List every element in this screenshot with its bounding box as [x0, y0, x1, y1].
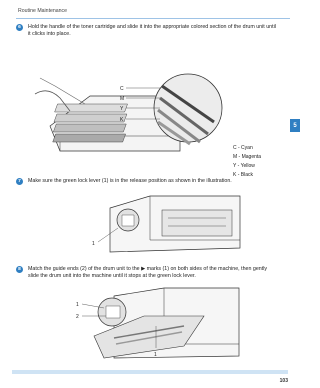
step-8 [18, 266, 278, 280]
callout-lock-lever: 1 [92, 241, 95, 247]
drum-insertion-illustration [74, 286, 244, 362]
step-7 [18, 178, 278, 185]
legend-yellow: Y - Yellow [233, 163, 255, 169]
step-text: Make sure the green lock lever (1) is in the release position as shown in the illustration. [28, 178, 232, 184]
callout-y: Y [120, 106, 124, 112]
callout-c: C [120, 86, 124, 92]
step-text: Hold the handle of the toner cartridge and slide it into the appropriate colored section of the drum unit until it clicks into place. [28, 24, 276, 37]
legend-magenta: M - Magenta [233, 154, 262, 160]
step-number-badge: 6 [16, 24, 23, 31]
legend-cyan: C - Cyan [233, 145, 253, 151]
step-number-badge: 8 [16, 266, 23, 273]
callout-m: M [120, 96, 125, 102]
step-number-badge: 7 [16, 178, 23, 185]
callout-mark: 1 [76, 302, 79, 308]
callout-k: K [120, 117, 124, 123]
lock-lever-illustration [90, 190, 250, 260]
footer-rule [12, 370, 288, 374]
chapter-tab: 5 [290, 119, 300, 132]
callout-mark-right: 1 [154, 352, 157, 358]
step-6 [18, 24, 278, 38]
color-legend [233, 144, 261, 180]
running-header: Routine Maintenance [18, 8, 68, 14]
legend-black: K - Black [233, 172, 254, 178]
step-text: Match the guide ends (2) of the drum unit to the ▶ marks (1) on both sides of the machine, then gently slide the drum unit into the machine until it stops at the green lock lever. [28, 266, 268, 279]
callout-guide-end: 2 [76, 314, 79, 320]
page-number: 103 [279, 378, 288, 384]
toner-drum-illustration [30, 56, 230, 166]
header-rule [16, 18, 290, 19]
